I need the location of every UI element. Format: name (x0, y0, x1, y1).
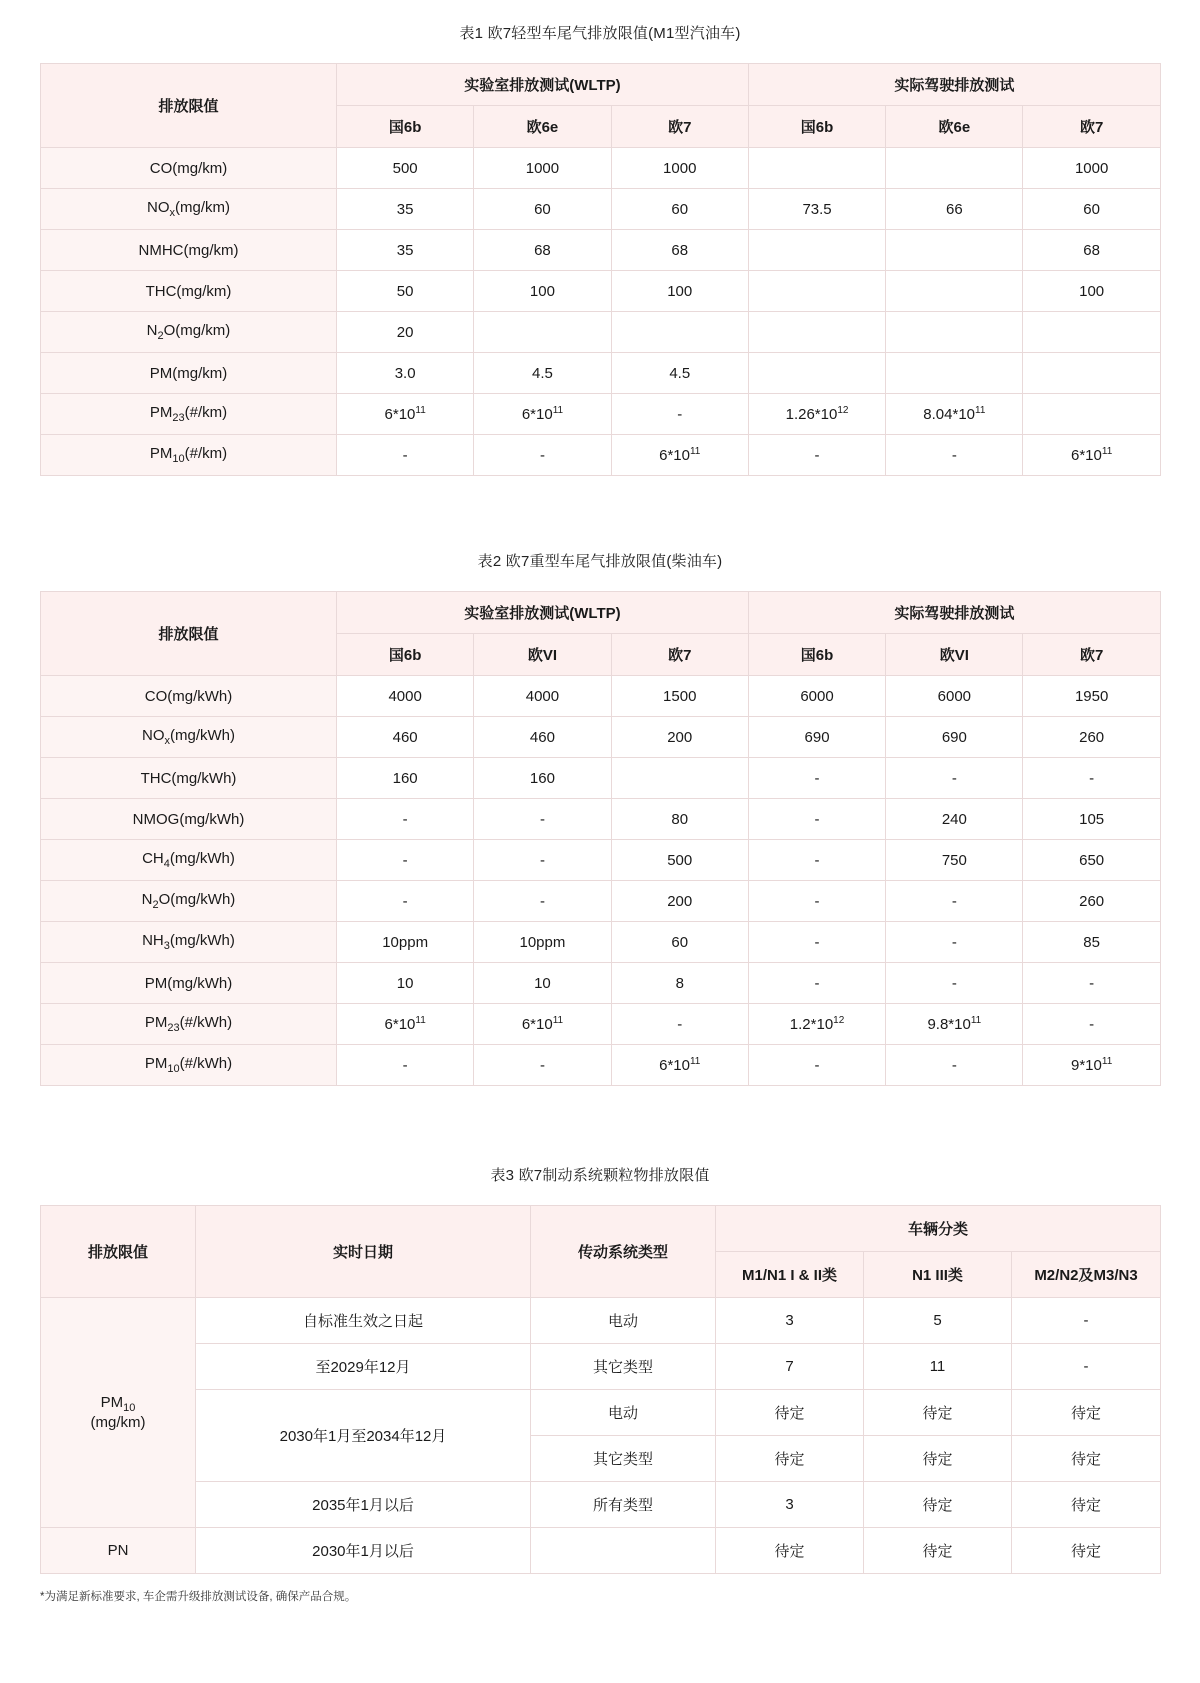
table2-cell: 8 (611, 963, 748, 1004)
table-row (41, 1482, 1161, 1528)
table2-row-label: $PM_{10}(\#/kWh)$ (41, 1045, 337, 1086)
table2-caption: 表2 欧7重型车尾气排放限值(柴油车) (477, 553, 723, 570)
table-row (41, 758, 1161, 799)
table-row (41, 1390, 1161, 1436)
table2-cell: - (611, 1004, 748, 1045)
table-row (41, 312, 1161, 353)
table1-group-lab: 实验室排放测试(WLTP) (337, 64, 749, 106)
table1-cell: 50 (337, 271, 474, 312)
table1-cell (886, 271, 1023, 312)
table1-row-label: CO(mg/km) (41, 148, 337, 189)
table2-cell: 460 (337, 717, 474, 758)
table2-cell: 200 (611, 717, 748, 758)
table3-value: 待定 (1012, 1482, 1161, 1528)
table2-cell: - (337, 840, 474, 881)
table2-cell: 650 (1023, 840, 1160, 881)
table2-row-label: PM(mg/kWh) (41, 963, 337, 1004)
table2-cell: 60 (611, 922, 748, 963)
table-emission-limits-light-duty (40, 63, 1161, 476)
table1-cell: - (748, 435, 885, 476)
table2-cell: - (474, 840, 611, 881)
table3-header-limit: 排放限值 (41, 1206, 196, 1298)
table2-header-row-1 (41, 592, 1161, 634)
table2-corner-header: 排放限值 (41, 592, 337, 676)
table1-sub-header-2: 欧7 (611, 106, 748, 148)
table-row (41, 676, 1161, 717)
table2-cell: - (886, 758, 1023, 799)
table1-sub-header-1: 欧6e (474, 106, 611, 148)
table1-cell: 35 (337, 230, 474, 271)
table3-caption: 表3 欧7制动系统颗粒物排放限值 (490, 1167, 710, 1184)
table2-cell: - (1023, 1004, 1160, 1045)
table2-cell: 4000 (337, 676, 474, 717)
table3-header-drivetrain: 传动系统类型 (531, 1206, 716, 1298)
table1-cell: 66 (886, 189, 1023, 230)
table2-cell: 10ppm (337, 922, 474, 963)
table1-cell: $6*10^{11}$ (611, 435, 748, 476)
table-row (41, 1528, 1161, 1574)
table2-row-label: $NO_x(mg/kWh)$ (41, 717, 337, 758)
table-row (41, 189, 1161, 230)
table1-cell (886, 312, 1023, 353)
table1-sub-header-3: 国6b (748, 106, 885, 148)
table2-cell: - (474, 881, 611, 922)
table2-cell: 260 (1023, 717, 1160, 758)
table3-header-class-2: M2/N2及M3/N3 (1012, 1252, 1161, 1298)
table2-cell: 4000 (474, 676, 611, 717)
table3-value: 11 (864, 1344, 1012, 1390)
table3-value: 待定 (864, 1528, 1012, 1574)
table3-drivetrain: 其它类型 (531, 1344, 716, 1390)
table3-date: 2030年1月至2034年12月 (196, 1390, 531, 1482)
table2-cell: 160 (474, 758, 611, 799)
table2-cell: 200 (611, 881, 748, 922)
table1-cell: $6*10^{11}$ (337, 394, 474, 435)
table2-cell: 10 (337, 963, 474, 1004)
table1-cell: 3.0 (337, 353, 474, 394)
table-row (41, 148, 1161, 189)
table3-drivetrain (531, 1528, 716, 1574)
table2-cell: 10 (474, 963, 611, 1004)
table-row (41, 394, 1161, 435)
table1-cell: 100 (1023, 271, 1160, 312)
table2-cell: - (886, 881, 1023, 922)
table-row (41, 840, 1161, 881)
table3-value: 待定 (1012, 1436, 1161, 1482)
table1-cell: - (474, 435, 611, 476)
table3-value: 待定 (864, 1482, 1012, 1528)
table2-row-label: $NH_3(mg/kWh)$ (41, 922, 337, 963)
table-row (41, 1004, 1161, 1045)
table1-cell: - (337, 435, 474, 476)
table2-cell: - (886, 1045, 1023, 1086)
table1-cell (748, 230, 885, 271)
table2-cell: - (474, 1045, 611, 1086)
table1-cell (748, 312, 885, 353)
table2-cell: - (337, 799, 474, 840)
table2-cell: $9*10^{11}$ (1023, 1045, 1160, 1086)
table3-limit-pn: PN (41, 1528, 196, 1574)
table2-cell: - (748, 758, 885, 799)
table2-row-label: THC(mg/kWh) (41, 758, 337, 799)
table2-sub-header-2: 欧7 (611, 634, 748, 676)
table1-cell: 100 (474, 271, 611, 312)
table2-row-label: $CH_4(mg/kWh)$ (41, 840, 337, 881)
table2-cell: - (748, 799, 885, 840)
table1-cell: 100 (611, 271, 748, 312)
table3-drivetrain: 电动 (531, 1390, 716, 1436)
table2-cell: 10ppm (474, 922, 611, 963)
table2-cell: 1500 (611, 676, 748, 717)
table1-cell (611, 312, 748, 353)
table2-cell: - (748, 922, 885, 963)
table1-cell (1023, 353, 1160, 394)
table3-drivetrain: 所有类型 (531, 1482, 716, 1528)
table1-sub-header-4: 欧6e (886, 106, 1023, 148)
table3-header-vehicle-class-group: 车辆分类 (716, 1206, 1161, 1252)
table-row (41, 435, 1161, 476)
section-gap-2 (40, 1086, 1160, 1164)
table3-value: 待定 (1012, 1528, 1161, 1574)
table2-cell: $1.2*10^{12}$ (748, 1004, 885, 1045)
table3-value: 5 (864, 1298, 1012, 1344)
table2-cell: 6000 (886, 676, 1023, 717)
table2-cell: 160 (337, 758, 474, 799)
table3-value: 待定 (716, 1436, 864, 1482)
table3-value: 待定 (864, 1390, 1012, 1436)
table3-limit-pm10: $PM_{10}$ (mg/km) (41, 1298, 196, 1528)
table1-row-label: $N_2O(mg/km)$ (41, 312, 337, 353)
table1-cell (1023, 394, 1160, 435)
table2-cell: 80 (611, 799, 748, 840)
table1-cell (474, 312, 611, 353)
table1-cell (748, 353, 885, 394)
table1-cell: 500 (337, 148, 474, 189)
table-row (41, 271, 1161, 312)
table1-cell: 1000 (1023, 148, 1160, 189)
table2-cell: 6000 (748, 676, 885, 717)
table2-cell: 260 (1023, 881, 1160, 922)
table1-corner-header: 排放限值 (41, 64, 337, 148)
table-emission-limits-heavy-duty (40, 591, 1161, 1086)
table1-cell: 60 (1023, 189, 1160, 230)
table2-cell: - (337, 1045, 474, 1086)
table3-date: 至2029年12月 (196, 1344, 531, 1390)
table2-cell: $6*10^{11}$ (337, 1004, 474, 1045)
table1-caption: 表1 欧7轻型车尾气排放限值(M1型汽油车) (459, 25, 741, 42)
table1-cell (748, 148, 885, 189)
table2-cell: $6*10^{11}$ (611, 1045, 748, 1086)
table1-cell: 4.5 (611, 353, 748, 394)
table2-cell (611, 758, 748, 799)
table3-value: 待定 (716, 1390, 864, 1436)
table-row (41, 799, 1161, 840)
table1-cell: 68 (474, 230, 611, 271)
table1-cell: $6*10^{11}$ (1023, 435, 1160, 476)
table1-cell: 4.5 (474, 353, 611, 394)
table3-value: 7 (716, 1344, 864, 1390)
table3-header-class-1: N1 III类 (864, 1252, 1012, 1298)
table1-body (41, 148, 1161, 476)
table1-row-label: $NO_x(mg/km)$ (41, 189, 337, 230)
table2-cell: - (748, 881, 885, 922)
table-row (41, 1344, 1161, 1390)
table2-cell: 690 (886, 717, 1023, 758)
table2-cell: 85 (1023, 922, 1160, 963)
table3-value: 3 (716, 1298, 864, 1344)
table3-value: 待定 (864, 1436, 1012, 1482)
table3-drivetrain: 其它类型 (531, 1436, 716, 1482)
table-row (41, 881, 1161, 922)
table1-cell: 60 (474, 189, 611, 230)
table2-cell: 460 (474, 717, 611, 758)
section-gap-1 (40, 476, 1160, 550)
table2-row-label: CO(mg/kWh) (41, 676, 337, 717)
table1-cell: - (611, 394, 748, 435)
table3-body (41, 1298, 1161, 1574)
table-row (41, 1045, 1161, 1086)
table2-cell: - (1023, 963, 1160, 1004)
table1-row-label: THC(mg/km) (41, 271, 337, 312)
table1-sub-header-5: 欧7 (1023, 106, 1160, 148)
table2-row-label: $N_2O(mg/kWh)$ (41, 881, 337, 922)
table2-cell: - (1023, 758, 1160, 799)
table2-cell: 240 (886, 799, 1023, 840)
table1-cell: $6*10^{11}$ (474, 394, 611, 435)
table-row (41, 922, 1161, 963)
table2-cell: - (748, 963, 885, 1004)
table1-cell: 1000 (474, 148, 611, 189)
table2-sub-header-4: 欧VI (886, 634, 1023, 676)
table1-cell: 60 (611, 189, 748, 230)
table2-cell: $9.8*10^{11}$ (886, 1004, 1023, 1045)
table2-sub-header-5: 欧7 (1023, 634, 1160, 676)
table1-cell: $1.26*10^{12}$ (748, 394, 885, 435)
table2-row-label: NMOG(mg/kWh) (41, 799, 337, 840)
table3-value: - (1012, 1344, 1161, 1390)
table1-cell: - (886, 435, 1023, 476)
footnote: *为满足新标准要求, 车企需升级排放测试设备, 确保产品合规。 (40, 1591, 357, 1603)
table3-value: - (1012, 1298, 1161, 1344)
table3-drivetrain: 电动 (531, 1298, 716, 1344)
table-row (41, 963, 1161, 1004)
table-row (41, 230, 1161, 271)
table2-group-lab: 实验室排放测试(WLTP) (337, 592, 749, 634)
table2-cell: 1950 (1023, 676, 1160, 717)
table1-cell: 35 (337, 189, 474, 230)
table1-row-label: $PM_{10}(\#/km)$ (41, 435, 337, 476)
table3-value: 待定 (1012, 1390, 1161, 1436)
table2-cell: 690 (748, 717, 885, 758)
table2-cell: 500 (611, 840, 748, 881)
table3-date: 2035年1月以后 (196, 1482, 531, 1528)
table1-row-label: NMHC(mg/km) (41, 230, 337, 271)
table2-cell: 105 (1023, 799, 1160, 840)
table3-value: 待定 (716, 1528, 864, 1574)
table-row (41, 353, 1161, 394)
table-row (41, 717, 1161, 758)
table-brake-particulate-limits (40, 1205, 1161, 1574)
table1-sub-header-0: 国6b (337, 106, 474, 148)
table1-row-label: PM(mg/km) (41, 353, 337, 394)
table3-value: 3 (716, 1482, 864, 1528)
table1-cell (748, 271, 885, 312)
table2-cell: - (748, 1045, 885, 1086)
table3-header-row-1 (41, 1206, 1161, 1252)
table1-cell: 68 (1023, 230, 1160, 271)
table1-cell: 73.5 (748, 189, 885, 230)
table2-sub-header-3: 国6b (748, 634, 885, 676)
table3-header-date: 实时日期 (196, 1206, 531, 1298)
table1-cell (1023, 312, 1160, 353)
table2-row-label: $PM_{23}(\#/kWh)$ (41, 1004, 337, 1045)
table2-cell: 750 (886, 840, 1023, 881)
table3-date: 2030年1月以后 (196, 1528, 531, 1574)
table2-sub-header-1: 欧VI (474, 634, 611, 676)
table1-cell (886, 353, 1023, 394)
table2-cell: - (474, 799, 611, 840)
table1-cell (886, 230, 1023, 271)
table2-cell: - (337, 881, 474, 922)
table-row (41, 1298, 1161, 1344)
table3-header-class-0: M1/N1 I & II类 (716, 1252, 864, 1298)
table3-date: 自标准生效之日起 (196, 1298, 531, 1344)
table1-row-label: $PM_{23}(\#/km)$ (41, 394, 337, 435)
table1-cell: 20 (337, 312, 474, 353)
table1-group-rde: 实际驾驶排放测试 (748, 64, 1160, 106)
table2-cell: $6*10^{11}$ (474, 1004, 611, 1045)
table1-header-row-1 (41, 64, 1161, 106)
table2-body (41, 676, 1161, 1086)
table1-cell (886, 148, 1023, 189)
table2-cell: - (886, 922, 1023, 963)
table2-cell: - (886, 963, 1023, 1004)
table1-cell: $8.04*10^{11}$ (886, 394, 1023, 435)
table2-group-rde: 实际驾驶排放测试 (748, 592, 1160, 634)
table2-cell: - (748, 840, 885, 881)
table1-cell: 1000 (611, 148, 748, 189)
table1-cell: 68 (611, 230, 748, 271)
table2-sub-header-0: 国6b (337, 634, 474, 676)
